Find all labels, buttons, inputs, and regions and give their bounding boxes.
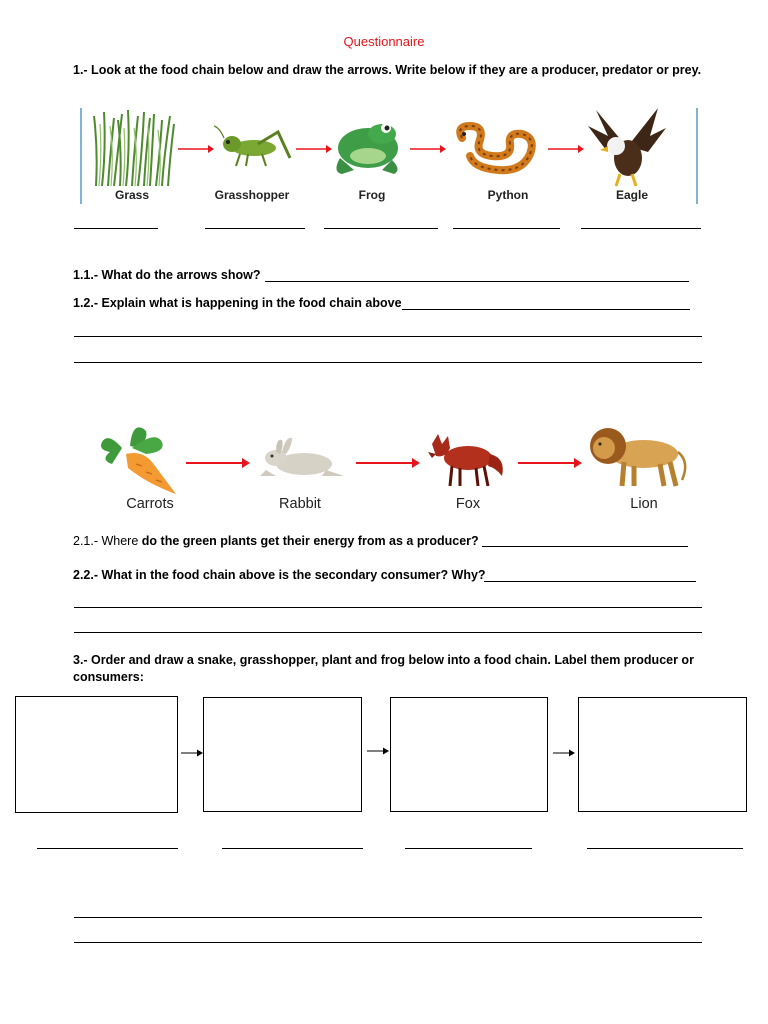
grasshopper-image (216, 126, 296, 170)
answer-blank[interactable] (265, 281, 689, 282)
grass-image (92, 110, 176, 188)
drawing-box[interactable] (578, 697, 747, 812)
answer-line[interactable] (74, 942, 702, 943)
arrow-icon (181, 749, 203, 757)
drawing-box[interactable] (15, 696, 178, 813)
rabbit-image (256, 436, 344, 480)
question-2-1 (73, 533, 479, 550)
organism-label: Grass (114, 188, 150, 202)
drawing-box[interactable] (203, 697, 362, 812)
answer-blank[interactable] (402, 309, 690, 310)
answer-blank[interactable] (482, 546, 688, 547)
organism-label: Python (487, 188, 529, 202)
answer-blank[interactable] (222, 848, 363, 849)
answer-blank[interactable] (581, 228, 701, 229)
drawing-box[interactable] (390, 697, 548, 812)
answer-blank[interactable] (587, 848, 743, 849)
arrow-icon (410, 144, 446, 154)
answer-blank[interactable] (405, 848, 532, 849)
answer-blank[interactable] (484, 581, 696, 582)
answer-line[interactable] (74, 607, 702, 608)
page-title: Questionnaire (343, 34, 425, 49)
question-1-2: 1.2.- Explain what is happening in the food chain above (73, 296, 402, 310)
arrow-icon (367, 747, 389, 755)
organism-label: Rabbit (279, 496, 321, 512)
arrow-icon (553, 749, 575, 757)
answer-blank[interactable] (74, 228, 158, 229)
arrow-icon (356, 458, 420, 468)
organism-label: Grasshopper (214, 188, 290, 202)
answer-line[interactable] (74, 632, 702, 633)
arrow-icon (296, 144, 332, 154)
frame-left-bar (80, 108, 82, 204)
answer-blank[interactable] (205, 228, 305, 229)
organism-label: Lion (630, 496, 658, 512)
arrow-icon (548, 144, 584, 154)
organism-label: Frog (358, 188, 386, 202)
lion-image (584, 422, 690, 490)
answer-line[interactable] (74, 362, 702, 363)
organism-label: Fox (455, 496, 481, 512)
answer-line[interactable] (74, 336, 702, 337)
organism-label: Carrots (126, 496, 174, 512)
food-chain-2 (94, 418, 694, 518)
arrow-icon (518, 458, 582, 468)
question-3: 3.- Order and draw a snake, grasshopper, plant and frog below into a food chain. Label them producer or consumers: (73, 653, 694, 684)
question-1-1: 1.1.- What do the arrows show? (73, 268, 261, 282)
python-image (452, 120, 538, 176)
eagle-image (586, 106, 666, 190)
question-2-1-prefix: 2.1.- Where (73, 534, 142, 548)
frog-image (332, 118, 406, 178)
answer-blank[interactable] (453, 228, 560, 229)
question-1: 1.- Look at the food chain below and draw the arrows. Write below if they are a producer, predator or prey. (73, 63, 702, 77)
arrow-icon (186, 458, 250, 468)
organism-label: Eagle (615, 188, 648, 202)
frame-right-bar (696, 108, 698, 204)
food-chain-1 (80, 104, 700, 204)
question-2-2: 2.2.- What in the food chain above is the secondary consumer? Why? (73, 568, 486, 582)
carrot-image (96, 420, 180, 496)
answer-line[interactable] (74, 917, 702, 918)
answer-blank[interactable] (37, 848, 178, 849)
question-2-1-text: do the green plants get their energy from as a producer? (141, 534, 479, 548)
answer-blank[interactable] (324, 228, 438, 229)
fox-image (426, 432, 506, 488)
arrow-icon (178, 144, 214, 154)
